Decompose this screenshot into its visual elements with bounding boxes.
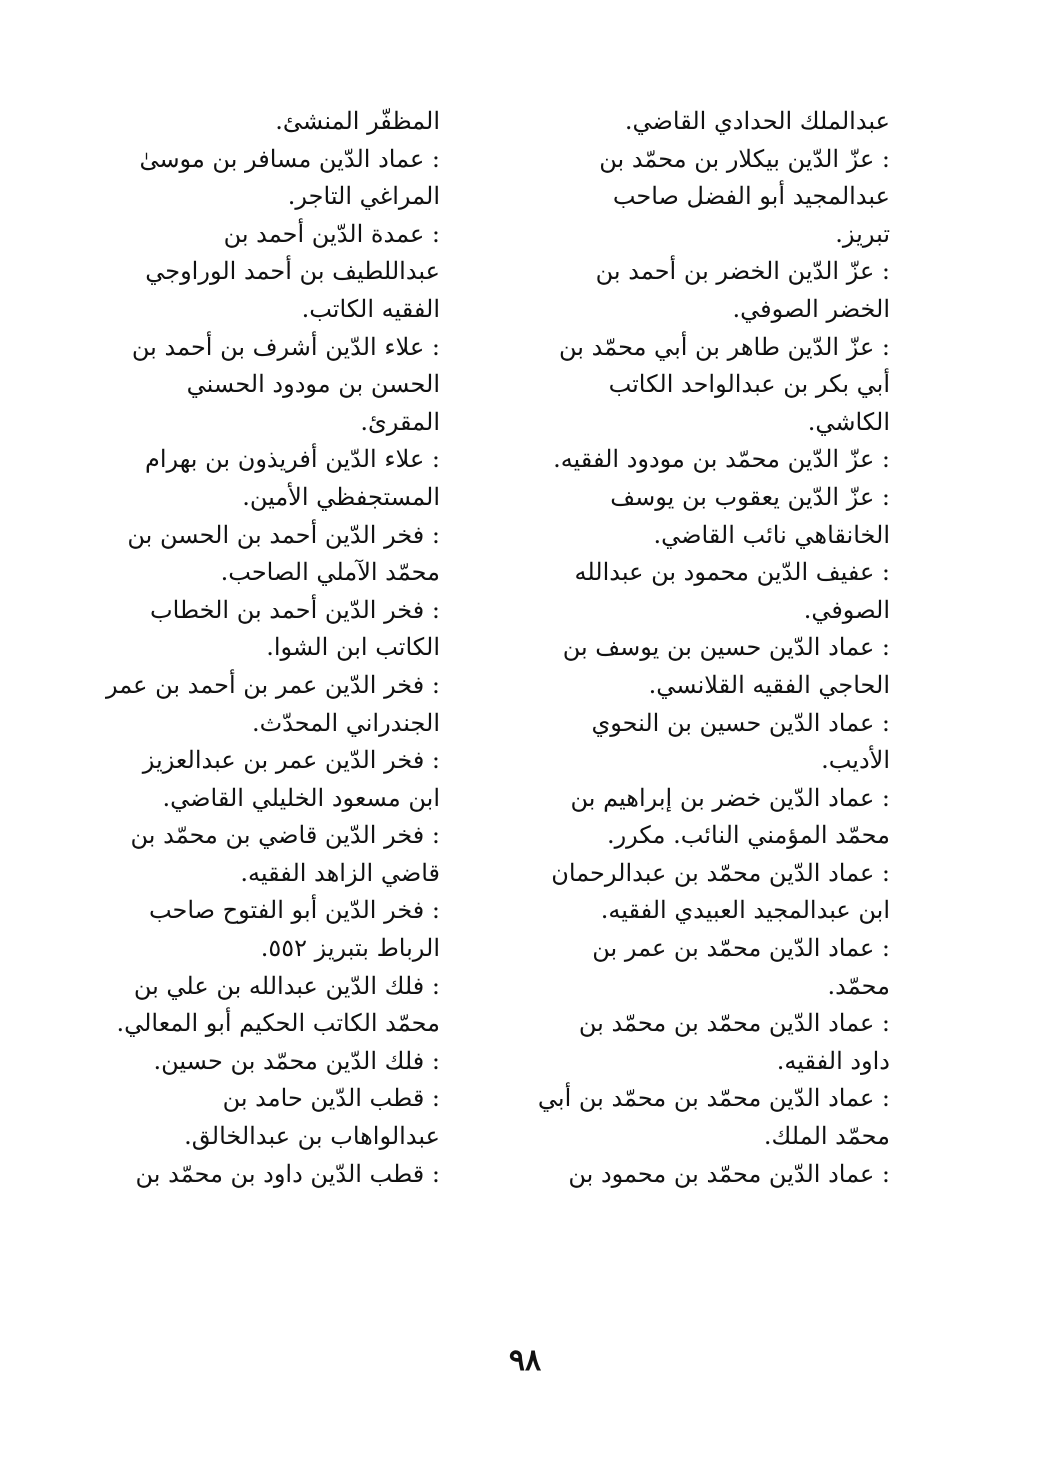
text-line: محمّد الآملي الصاحب.: [220, 558, 440, 587]
text-line: عبداللطيف بن أحمد الوراوجي: [145, 257, 440, 286]
text-line: : عماد الدّين مسافر بن موسىٰ: [139, 144, 440, 173]
text-line: الكاتب ابن الشوا.: [266, 633, 440, 662]
text-line: داود الفقيه.: [776, 1046, 890, 1075]
text-line: : فخر الدّين عمر بن عبدالعزيز: [142, 746, 440, 775]
text-line: الكاشي.: [807, 407, 890, 436]
text-line: : قطب الدّين داود بن محمّد بن: [135, 1159, 440, 1188]
text-line: : عزّ الدّين الخضر بن أحمد بن: [595, 257, 890, 286]
text-line: محمّد.: [827, 971, 890, 1000]
text-line: : عزّ الدّين بيكلار بن محمّد بن: [599, 144, 890, 173]
text-line: الصوفي.: [803, 595, 890, 624]
text-line: المستجفظي الأمين.: [242, 482, 440, 511]
text-line: : فخر الدّين أحمد بن الحسن بن: [127, 520, 440, 549]
text-line: : عزّ الدّين طاهر بن أبي محمّد بن: [559, 332, 890, 361]
text-line: : عمدة الدّين أحمد بن: [223, 219, 440, 248]
text-line: الأديب.: [821, 746, 890, 775]
text-line: ابن مسعود الخليلي القاضي.: [162, 783, 440, 812]
left-text-column: [106, 103, 440, 1193]
text-line: : عماد الدّين حسين بن النحوي: [591, 708, 890, 737]
text-line: : فخر الدّين عمر بن أحمد بن عمر: [106, 670, 440, 699]
text-line: : عماد الدّين خضر بن إبراهيم بن: [570, 783, 890, 812]
text-line: : فلك الدّين محمّد بن حسين.: [153, 1046, 440, 1075]
text-line: محمّد الكاتب الحكيم أبو المعالي.: [116, 1009, 440, 1038]
text-line: الرباط بتبريز ٥٥٢.: [260, 934, 440, 963]
text-line: : عماد الدّين محمّد بن عمر بن: [592, 934, 890, 963]
text-line: محمّد المؤمني النائب. مكرر.: [606, 821, 890, 850]
text-line: قاضي الزاهد الفقيه.: [240, 858, 440, 887]
text-line: : عفيف الدّين محمود بن عبدالله: [574, 558, 890, 587]
text-line: : علاء الدّين أشرف بن أحمد بن: [131, 332, 440, 361]
text-line: الحسن بن مودود الحسني: [186, 370, 440, 399]
text-line: الخانقاهي نائب القاضي.: [653, 520, 890, 549]
text-line: المقرئ.: [360, 407, 440, 436]
text-line: : عماد الدّين محمّد بن عبدالرحمان: [551, 858, 890, 887]
text-line: : عماد الدّين محمّد بن محمّد بن أبي: [537, 1084, 890, 1113]
text-line: الخضر الصوفي.: [732, 294, 890, 323]
text-line: ابن عبدالمجيد العبيدي الفقيه.: [600, 896, 890, 925]
text-line: الجندراني المحدّث.: [251, 708, 440, 737]
right-text-column: [537, 103, 890, 1193]
text-line: : فخر الدّين أحمد بن الخطاب: [150, 595, 440, 624]
text-line: محمّد الملك.: [763, 1122, 890, 1151]
text-line: : عماد الدّين حسين بن يوسف بن: [562, 633, 890, 662]
page-number: ٩٨: [508, 1343, 542, 1378]
text-line: : فلك الدّين عبدالله بن علي بن: [133, 971, 440, 1000]
text-line: الفقيه الكاتب.: [301, 294, 440, 323]
text-line: الحاجي الفقيه القلانسي.: [648, 670, 890, 699]
text-line: عبدالملك الحدادي القاضي.: [624, 107, 890, 135]
text-line: : عماد الدّين محمّد بن محمّد بن: [578, 1009, 890, 1038]
text-line: : عزّ الدّين محمّد بن مودود الفقيه.: [553, 445, 890, 474]
text-line: : فخر الدّين قاضي بن محمّد بن: [130, 821, 440, 850]
text-line: عبدالواهاب بن عبدالخالق.: [184, 1122, 440, 1151]
text-line: المظفّر المنشئ.: [275, 107, 440, 135]
text-line: : قطب الدّين حامد بن: [222, 1084, 440, 1113]
text-line: عبدالمجيد أبو الفضل صاحب: [612, 182, 890, 211]
text-line: تبريز.: [835, 219, 890, 248]
text-line: أبي بكر بن عبدالواحد الكاتب: [608, 370, 890, 399]
text-line: : عزّ الدّين يعقوب بن يوسف: [610, 482, 890, 511]
text-line: : عماد الدّين محمّد بن محمود بن: [568, 1159, 890, 1188]
text-line: : علاء الدّين أفريذون بن بهرام: [144, 445, 440, 474]
text-line: : فخر الدّين أبو الفتوح صاحب: [148, 896, 440, 925]
text-line: المراغي التاجر.: [287, 182, 440, 211]
